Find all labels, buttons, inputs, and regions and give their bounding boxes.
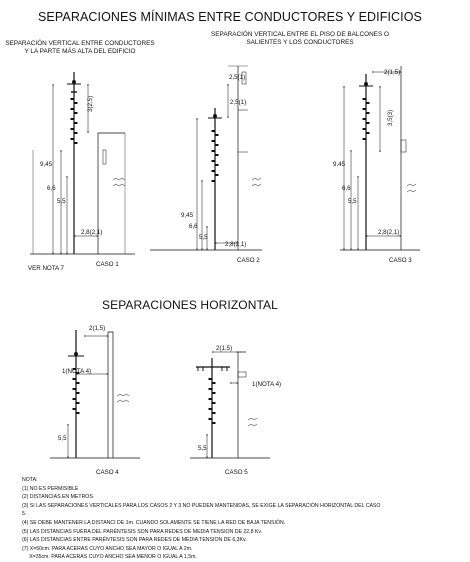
case3-dim-28: 2,8(2,1): [378, 229, 400, 236]
case5-dim-2: 2(1,5): [216, 345, 233, 352]
case1-dim-3: 3(2,5): [87, 95, 94, 112]
case2-dim-25a: 2,5(1): [229, 74, 246, 81]
left-subtitle-line-2: Y LA PARTE MÁS ALTA DEL EDIFICIO: [24, 48, 136, 55]
horizontal-title: SEPARACIONES HORIZONTAL: [102, 298, 278, 312]
case5-dim-55: 5,5: [198, 445, 207, 452]
note-heading: NOTA:: [22, 477, 38, 483]
case1-dim-945: 9,45: [40, 161, 53, 168]
case2-dim-28: 2,8(2,1): [225, 241, 247, 248]
case2-diagram: [150, 66, 262, 250]
case2-label: CASO 2: [237, 257, 260, 264]
case3-diagram: [340, 66, 420, 250]
note-3: (3) SI LAS SEPARACIONES VERTICALES PARA LOS CASOS 2 Y 3 NO PUEDEN MANTENIDAS, SE EXIGE LA SEPARACIÓN HORIZONTAL DEL CASO: [22, 502, 381, 509]
note-6: (6) LAS DISTANCIAS ENTRE PARÉNTESIS SON PARA REDES DE MEDIA TENSION DE 6,3Kv.: [22, 537, 247, 544]
case5-diagram: [190, 352, 270, 458]
case5-nota4: 1(NOTA 4): [252, 381, 282, 388]
case3-dim-35: 3,5(3): [387, 109, 394, 126]
case1-label: CASO 1: [96, 261, 119, 268]
case1-dim-55: 5,5: [57, 198, 66, 205]
note-7-continued: X=35cm. PARA ACERAS CUYO ANCHO SEA MENOR O IGUAL A 1,5m.: [22, 554, 197, 561]
main-title: SEPARACIONES MÍNIMAS ENTRE CONDUCTORES Y EDIFICIOS: [38, 10, 422, 24]
right-subtitle-line-2: SALIENTES Y LOS CONDUCTORES: [246, 39, 354, 46]
case5-building: [238, 352, 246, 458]
case5-label: CASO 5: [225, 469, 248, 476]
case1-break-mark: [113, 178, 125, 186]
case4-dim-55: 5,5: [58, 435, 67, 442]
case3-dim-945: 9,45: [333, 161, 346, 168]
case2-dim-25b: 2,5(1): [230, 99, 247, 106]
case3-dim-66: 6,6: [342, 185, 351, 192]
case2-dim-55: 5,5: [199, 234, 208, 241]
case2-dim-66: 6,6: [189, 223, 198, 230]
case1-ver-nota: VER NOTA 7: [28, 265, 64, 272]
note-4: (4) SE DEBE MANTENER LA DISTANCI DE 1m. CUANDO SOLAMENTE SE TIENE LA RED DE BAJA TENSIÓN.: [22, 519, 286, 526]
note-3-continued: 5.: [22, 511, 27, 518]
note-5: (5) LAS DISTANCIAS FUERA DEL PARÉNTESIS SON PARA REDES DE MEDIA TENSION DE 22,8 Kv.: [22, 528, 263, 535]
case4-building: [108, 332, 113, 458]
case1-dim-66: 6,6: [47, 185, 56, 192]
note-7: (7) X=50cm. PARA ACERAS CUYO ANCHO SEA MAYOR O IGUAL A 2m.: [22, 545, 193, 552]
case4-label: CASO 4: [96, 469, 119, 476]
case4-dim-2: 2(1,5): [89, 325, 106, 332]
case1-dim-28: 2,8(2,1): [81, 229, 103, 236]
case3-dim-2: 2(1,5): [384, 69, 401, 76]
case2-dim-945: 9,45: [181, 212, 194, 219]
note-2: (2) DISTANCIAS EN METROS.: [22, 494, 95, 501]
notes-block: [22, 476, 380, 562]
case3-label: CASO 3: [389, 257, 412, 264]
left-subtitle-line-1: SEPARACIÓN VERTICAL ENTRE CONDUCTORES: [5, 40, 155, 47]
case3-dim-55: 5,5: [348, 198, 357, 205]
case4-nota4: 1(NOTA 4): [62, 368, 92, 375]
right-subtitle-line-1: SEPARACIÓN VERTICAL ENTRE EL PISO DE BALCONES O: [211, 31, 389, 38]
note-1: (1) NO ES PERMISIBLE: [22, 485, 79, 492]
